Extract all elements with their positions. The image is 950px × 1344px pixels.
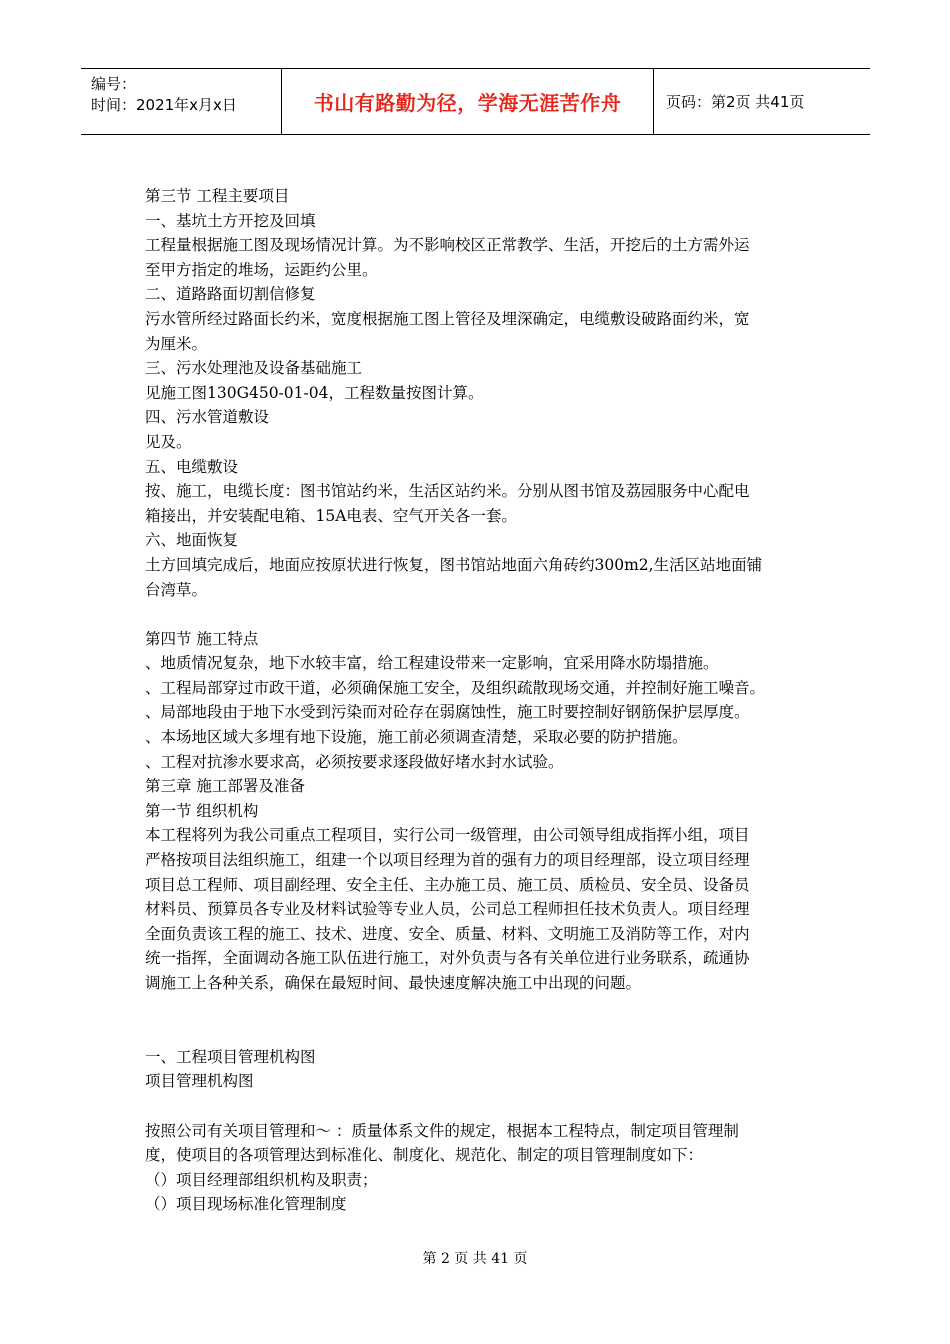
doc-number-label: 编号：	[91, 75, 137, 93]
body-line: 见施工图130G450-01-04，工程数量按图计算。	[145, 383, 484, 402]
header-motto: 书山有路勤为径，学海无涯苦作舟	[281, 69, 654, 134]
body-line: 项目管理机构图	[145, 1072, 254, 1091]
body-line: 调施工上各种关系，确保在最短时间、最快速度解决施工中出现的问题。	[145, 974, 642, 992]
document-body	[145, 184, 810, 1217]
body-line: 第四节 施工特点	[145, 629, 259, 648]
body-line: 严格按项目法组织施工，组建一个以项目经理为首的强有力的项目经理部，设立项目经理	[145, 851, 750, 870]
body-line: 箱接出，并安装配电箱、15A电表、空气开关各一套。	[145, 506, 517, 525]
page-header	[81, 68, 870, 135]
body-line: 、本场地区域大多埋有地下设施，施工前必须调查清楚，采取必要的防护措施。	[145, 728, 688, 747]
blank-line	[145, 1094, 810, 1119]
body-line: 全面负责该工程的施工、技术、进度、安全、质量、材料、文明施工及消防等工作，对内	[145, 924, 750, 943]
body-line: 、工程对抗渗水要求高，必须按要求逐段做好堵水封水试验。	[145, 752, 564, 771]
body-line: 一、基坑土方开挖及回填	[145, 211, 316, 230]
body-line: 度，使项目的各项管理达到标准化、制度化、规范化、制定的项目管理制度如下：	[145, 1146, 704, 1165]
body-line: 台湾草。	[145, 580, 208, 599]
body-line: 按照公司有关项目管理和～ ：质量体系文件的规定，根据本工程特点，制定项目管理制	[145, 1121, 739, 1140]
body-line: 第三章 施工部署及准备	[145, 777, 305, 796]
body-line: 至甲方指定的堆场，运距约公里。	[145, 260, 378, 279]
blank-line	[145, 1020, 810, 1045]
body-line: 土方回填完成后，地面应按原状进行恢复，图书馆站地面六角砖约300m2,生活区站地面铺	[145, 555, 763, 574]
body-line: 本工程将列为我公司重点工程项目，实行公司一级管理，由公司领导组成指挥小组，项目	[145, 826, 750, 845]
body-line: （）项目现场标准化管理制度	[145, 1195, 347, 1214]
doc-date-label: 时间：2021年x月x日	[91, 96, 237, 114]
body-line: 统一指挥，全面调动各施工队伍进行施工，对外负责与各有关单位进行业务联系，疏通协	[145, 949, 750, 968]
body-line: 第三节 工程主要项目	[145, 187, 290, 205]
body-line: 五、电缆敷设	[145, 457, 239, 476]
page-footer: 第 2 页 共 41 页	[422, 1251, 528, 1267]
body-line: 六、地面恢复	[145, 531, 239, 550]
body-line: （）项目经理部组织机构及职责；	[145, 1170, 378, 1189]
body-line: 一、工程项目管理机构图	[145, 1047, 316, 1066]
blank-line	[145, 602, 810, 627]
header-meta	[81, 69, 281, 134]
body-line: 四、污水管道敷设	[145, 408, 270, 427]
body-line: 、工程局部穿过市政干道，必须确保施工安全，及组织疏散现场交通，并控制好施工噪音。	[145, 678, 766, 697]
body-line: 二、道路路面切割信修复	[145, 285, 316, 304]
body-line: 材料员、预算员各专业及材料试验等专业人员，公司总工程师担任技术负责人。项目经理	[145, 900, 750, 919]
header-page-info: 页码：第2页 共41页	[666, 93, 805, 111]
body-line: 污水管所经过路面长约米，宽度根据施工图上管径及埋深确定，电缆敷设破路面约米，宽	[145, 309, 750, 328]
body-line: 按、施工，电缆长度：图书馆站约米，生活区站约米。分别从图书馆及荔园服务中心配电	[145, 482, 750, 501]
blank-line	[145, 996, 810, 1021]
body-line: 见及。	[145, 432, 192, 451]
body-line: 项目总工程师、项目副经理、安全主任、主办施工员、施工员、质检员、安全员、设备员	[145, 875, 750, 894]
body-line: 工程量根据施工图及现场情况计算。为不影响校区正常教学、生活，开挖后的土方需外运	[145, 236, 750, 255]
body-line: 、地质情况复杂，地下水较丰富，给工程建设带来一定影响，宜采用降水防塌措施。	[145, 654, 719, 673]
body-line: 三、污水处理池及设备基础施工	[145, 359, 363, 378]
body-line: 为厘米。	[145, 334, 208, 353]
body-line: 、局部地段由于地下水受到污染而对砼存在弱腐蚀性，施工时要控制好钢筋保护层厚度。	[145, 703, 750, 722]
body-line: 第一节 组织机构	[145, 801, 259, 820]
